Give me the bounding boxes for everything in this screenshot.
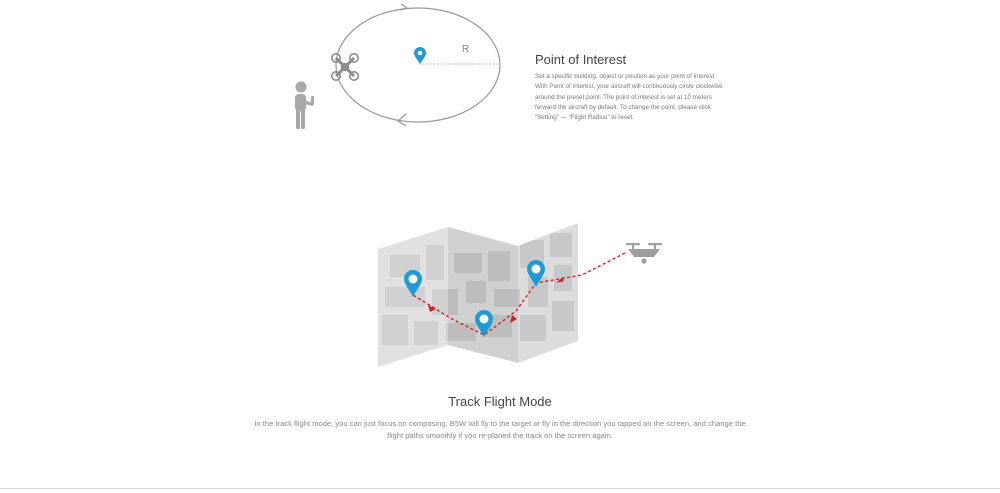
poi-diagram — [280, 0, 510, 140]
track-flight-description: In the track flight mode, you can just focus on composing, B5W will fly to the target or fly in the direction you tapped on the screen, and change the flight paths smoothly if you re-planed the track on the screen again. — [254, 419, 746, 440]
orbit-path — [336, 4, 500, 126]
poi-description: Set a specific building, object or position as your point of interest. With Point of Interest, your aircraft will continuously circle clockwise around the preset point. The point of interest is set at 10 meters forward the aircraft by default. To change the point, please click “Setting” — “Flight Radius” to reset. — [535, 73, 723, 122]
poi-title: Point of Interest — [535, 52, 627, 67]
track-flight-diagram — [370, 215, 680, 375]
track-flight-title: Track Flight Mode — [448, 394, 552, 409]
map-icon — [378, 223, 578, 367]
drone-icon — [626, 243, 662, 264]
location-pin-icon — [414, 47, 426, 64]
bottom-divider — [0, 488, 1000, 489]
radius-label: R — [462, 44, 470, 55]
person-icon — [295, 82, 314, 130]
